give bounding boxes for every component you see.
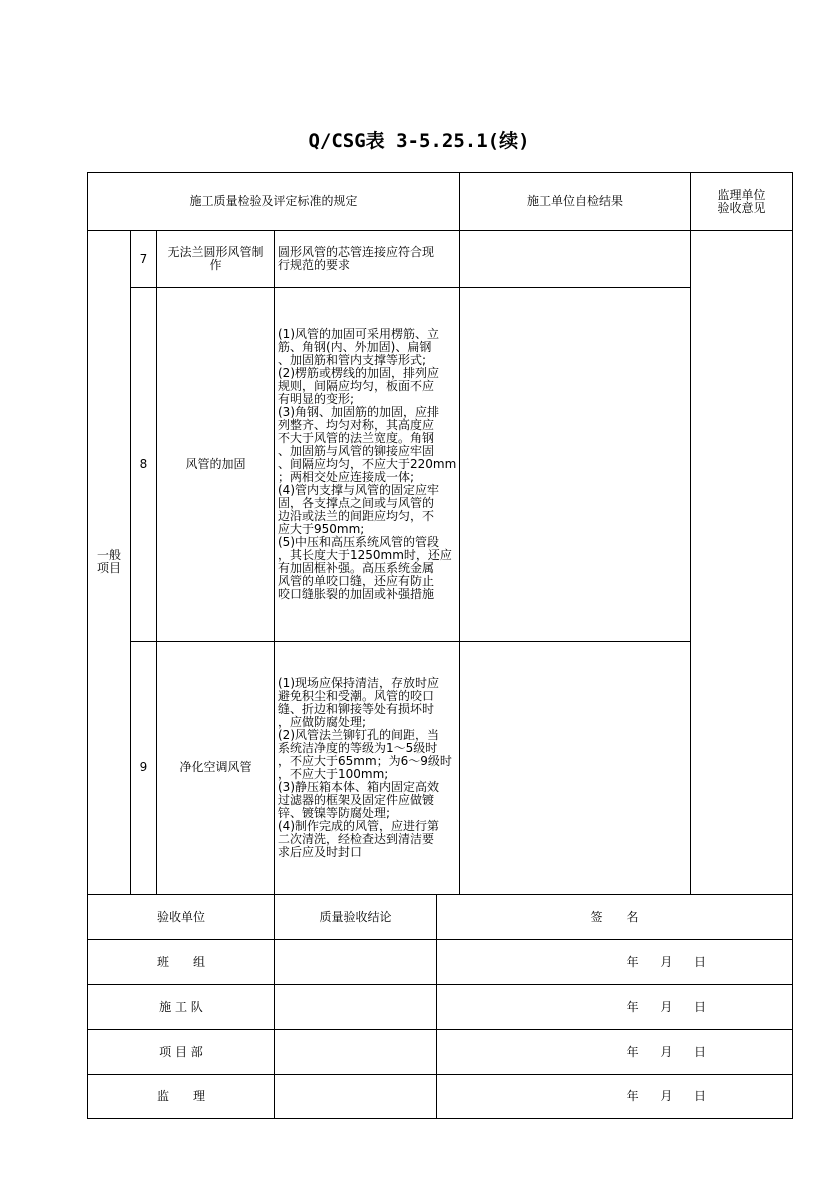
row-item-line1: 无法兰圆形风管制 bbox=[167, 245, 264, 259]
sign-row bbox=[88, 940, 793, 985]
standard-line: (2)楞筋或楞线的加固，排列应 bbox=[278, 366, 439, 380]
standard-line: 行规范的要求 bbox=[278, 258, 351, 272]
standard-line: (2)风管法兰铆钉孔的间距，当 bbox=[278, 727, 439, 742]
standard-line: 、间隔应均匀，不应大于220mm bbox=[278, 457, 457, 471]
date-year-label: 年 bbox=[626, 1089, 639, 1103]
standard-line: 二次清洗，经检查达到清洁要 bbox=[278, 831, 435, 846]
sign-row bbox=[88, 1075, 793, 1119]
standard-line: 筋、角钢(内、外加固)、扁钢 bbox=[278, 340, 432, 354]
standard-line: 咬口缝胀裂的加固或补强措施 bbox=[278, 587, 435, 601]
header-supervisor-line1: 监理单位 bbox=[717, 187, 766, 202]
standard-line: ，不应大于65mm；为6～9级时 bbox=[278, 753, 452, 768]
conclusion-cell bbox=[275, 985, 437, 1030]
standard-line: 锌、镀镍等防腐处理; bbox=[278, 805, 391, 820]
standard-line: 有明显的变形; bbox=[278, 392, 355, 406]
category-cell bbox=[88, 231, 131, 894]
sign-unit-construction-team: 施 工 队 bbox=[88, 985, 275, 1030]
standard-line: 系统洁净度的等级为1～5级时 bbox=[278, 740, 438, 755]
inspection-table bbox=[87, 172, 793, 894]
row-standard bbox=[275, 288, 460, 642]
self-check-cell bbox=[460, 231, 691, 288]
row-standard bbox=[275, 642, 460, 894]
header-self-check: 施工单位自检结果 bbox=[460, 173, 691, 231]
row-standard bbox=[275, 231, 460, 288]
row-number: 8 bbox=[131, 288, 157, 642]
sign-header-conclusion: 质量验收结论 bbox=[275, 895, 437, 940]
standard-line: (1)风管的加固可采用楞筋、立 bbox=[278, 327, 439, 341]
standard-line: 应大于950mm; bbox=[278, 522, 365, 536]
standard-line: 、加固筋与风管的铆接应牢固 bbox=[278, 444, 435, 458]
row-item-line2: 作 bbox=[209, 258, 222, 272]
signature-date-cell bbox=[437, 940, 793, 985]
standard-line: 不大于风管的法兰宽度。角钢 bbox=[278, 431, 435, 445]
date-day-label: 日 bbox=[693, 954, 706, 969]
page-title: Q/CSG表 3-5.25.1(续) bbox=[308, 130, 530, 152]
sign-row bbox=[88, 985, 793, 1030]
standard-line: 规则，间隔应均匀，板面不应 bbox=[278, 379, 435, 393]
row-item bbox=[157, 231, 275, 288]
standard-line: ，应做防腐处理; bbox=[278, 714, 367, 729]
row-number: 9 bbox=[131, 642, 157, 894]
header-row bbox=[88, 173, 793, 231]
standard-line: 、加固筋和管内支撑等形式; bbox=[278, 353, 427, 367]
table-row bbox=[88, 642, 793, 894]
date-month-label: 月 bbox=[660, 999, 673, 1014]
table-row bbox=[88, 288, 793, 642]
date-year-label: 年 bbox=[626, 954, 639, 969]
date-day-label: 日 bbox=[693, 1044, 706, 1059]
standard-line: ，不应大于100mm; bbox=[278, 766, 389, 781]
standard-line: 有加固框补强。高压系统金属 bbox=[278, 561, 435, 575]
sign-header-row bbox=[88, 895, 793, 940]
standard-line: 风管的单咬口缝，还应有防止 bbox=[278, 574, 435, 588]
standard-line: (4)管内支撑与风管的固定应牢 bbox=[278, 483, 439, 497]
date-year-label: 年 bbox=[626, 1044, 639, 1059]
date-day-label: 日 bbox=[693, 999, 706, 1014]
sign-header-signature: 签 名 bbox=[437, 895, 793, 940]
signature-date-cell bbox=[437, 1075, 793, 1119]
row-item: 净化空调风管 bbox=[157, 642, 275, 894]
standard-line: ，其长度大于1250mm时，还应 bbox=[278, 548, 452, 562]
date-day-label: 日 bbox=[693, 1089, 706, 1103]
standard-line: 列整齐、均匀对称，其高度应 bbox=[278, 418, 435, 432]
self-check-cell bbox=[460, 288, 691, 642]
standard-line: 缝、折边和铆接等处有损坏时 bbox=[278, 701, 435, 716]
standard-line: 避免积尘和受潮。风管的咬口 bbox=[278, 688, 435, 703]
signature-date-cell bbox=[437, 1030, 793, 1075]
standard-line: 边沿或法兰的间距应均匀，不 bbox=[278, 509, 435, 523]
standard-line: (3)角钢、加固筋的加固，应排 bbox=[278, 405, 439, 419]
sign-unit-team: 班 组 bbox=[88, 940, 275, 985]
category-line2: 项目 bbox=[96, 561, 121, 576]
sign-row bbox=[88, 1030, 793, 1075]
row-item: 风管的加固 bbox=[157, 288, 275, 642]
sign-unit-project-dept: 项 目 部 bbox=[88, 1030, 275, 1075]
row-number: 7 bbox=[131, 231, 157, 288]
header-supervisor bbox=[691, 173, 793, 231]
conclusion-cell bbox=[275, 1075, 437, 1119]
date-year-label: 年 bbox=[626, 999, 639, 1014]
date-month-label: 月 bbox=[660, 1089, 673, 1103]
header-standard: 施工质量检验及评定标准的规定 bbox=[88, 173, 460, 231]
standard-line: (5)中压和高压系统风管的管段 bbox=[278, 535, 439, 549]
standard-line: 固，各支撑点之间或与风管的 bbox=[278, 496, 435, 510]
sign-unit-supervisor: 监 理 bbox=[88, 1075, 275, 1119]
conclusion-cell bbox=[275, 940, 437, 985]
supervisor-opinion-cell bbox=[691, 231, 793, 894]
standard-line: ；两相交处应连接成一体; bbox=[278, 470, 415, 484]
standard-line: (1)现场应保持清洁，存放时应 bbox=[278, 675, 439, 690]
standard-line: 圆形风管的芯管连接应符合现 bbox=[278, 245, 435, 259]
standard-line: (3)静压箱本体、箱内固定高效 bbox=[278, 779, 439, 794]
date-month-label: 月 bbox=[660, 954, 673, 969]
standard-line: (4)制作完成的风管，应进行第 bbox=[278, 818, 439, 833]
sign-header-unit: 验收单位 bbox=[88, 895, 275, 940]
date-month-label: 月 bbox=[660, 1044, 673, 1059]
standard-line: 过滤器的框架及固定件应做镀 bbox=[278, 792, 435, 807]
standard-line: 求后应及时封口 bbox=[278, 844, 363, 859]
self-check-cell bbox=[460, 642, 691, 894]
conclusion-cell bbox=[275, 1030, 437, 1075]
acceptance-sign-table bbox=[87, 894, 793, 1119]
table-row bbox=[88, 231, 793, 288]
signature-date-cell bbox=[437, 985, 793, 1030]
category-line1: 一般 bbox=[96, 548, 121, 563]
header-supervisor-line2: 验收意见 bbox=[717, 200, 766, 215]
